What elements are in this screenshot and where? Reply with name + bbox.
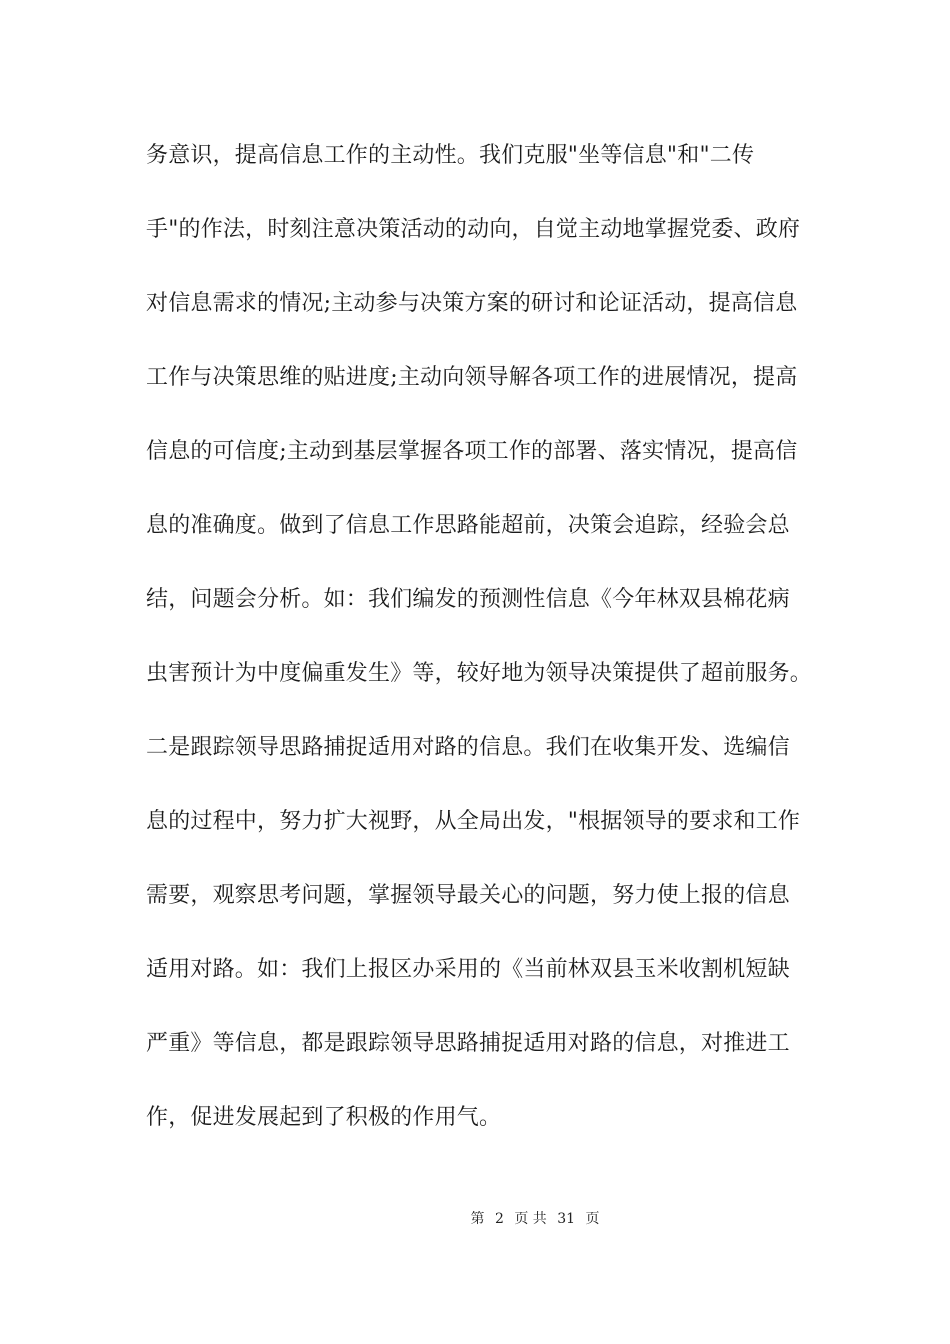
text-line: 适用对路。如：我们上报区办采用的《当前林双县玉米收割机短缺 — [146, 957, 790, 982]
page-footer — [0, 1208, 950, 1228]
footer-suffix: 页 — [585, 1211, 600, 1227]
text-line: 严重》等信息，都是跟踪领导思路捕捉适用对路的信息，对推进工 — [146, 1031, 790, 1056]
text-line: 务意识，提高信息工作的主动性。我们克服"坐等信息"和"二传 — [146, 143, 755, 168]
footer-middle: 页 共 — [514, 1211, 547, 1227]
text-line: 信息的可信度;主动到基层掌握各项工作的部署、落实情况，提高信 — [146, 439, 798, 464]
text-line: 工作与决策思维的贴进度;主动向领导解各项工作的进展情况，提高 — [146, 365, 798, 390]
footer-total-pages: 31 — [557, 1211, 576, 1227]
text-line: 息的过程中，努力扩大视野，从全局出发，"根据领导的要求和工作 — [146, 809, 801, 834]
body-text — [146, 134, 826, 1170]
text-line: 对信息需求的情况;主动参与决策方案的研讨和论证活动，提高信息 — [146, 291, 798, 316]
text-line: 需要，观察思考问题，掌握领导最关心的问题，努力使上报的信息 — [146, 883, 790, 908]
text-line: 二是跟踪领导思路捕捉适用对路的信息。我们在收集开发、选编信 — [146, 735, 790, 760]
text-line: 虫害预计为中度偏重发生》等，较好地为领导决策提供了超前服务。 — [146, 661, 813, 686]
text-line: 手"的作法，时刻注意决策活动的动向，自觉主动地掌握党委、政府 — [146, 217, 801, 242]
footer-prefix: 第 — [470, 1211, 485, 1227]
footer-page-number: 2 — [494, 1211, 504, 1227]
text-line: 作，促进发展起到了积极的作用气。 — [146, 1105, 502, 1130]
text-line: 息的准确度。做到了信息工作思路能超前，决策会追踪，经验会总 — [146, 513, 790, 538]
text-line: 结，问题会分析。如：我们编发的预测性信息《今年林双县棉花病 — [146, 587, 790, 612]
